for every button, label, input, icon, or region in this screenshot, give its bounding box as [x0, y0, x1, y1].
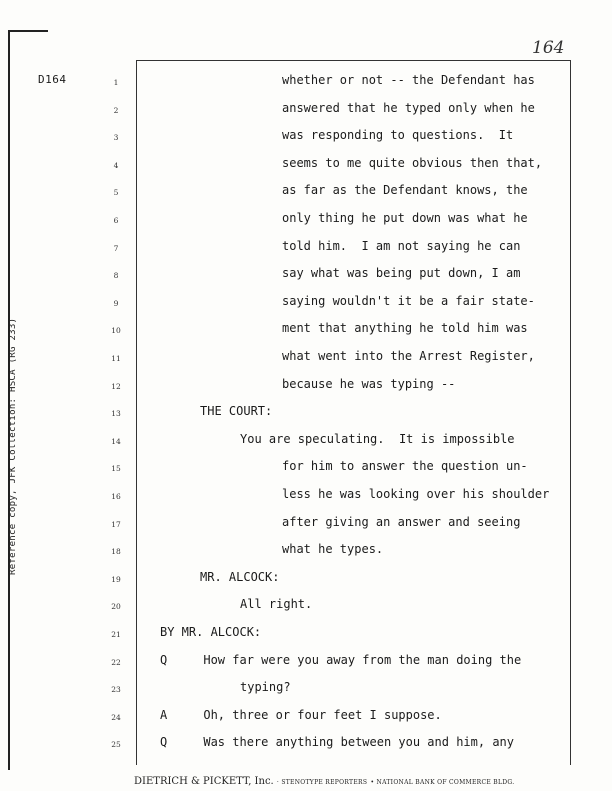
- reporter-footer: DIETRICH & PICKETT, Inc. · STENOTYPE REPORTERS • NATIONAL BANK OF COMMERCE BLDG.: [134, 776, 515, 787]
- transcript-line: [0, 266, 612, 286]
- transcript-line: [0, 680, 612, 700]
- line-number: 11: [111, 354, 121, 363]
- line-number: 20: [111, 602, 121, 612]
- line-text: BY MR. ALCOCK:: [160, 625, 262, 639]
- line-text: as far as the Defendant knows, the: [282, 183, 528, 198]
- line-number: 18: [111, 547, 121, 557]
- line-text: what he types.: [282, 542, 384, 557]
- transcript-line: [0, 73, 612, 93]
- document-id: D164: [38, 73, 67, 86]
- line-text: seems to me quite obvious then that,: [282, 155, 543, 170]
- transcript-line: [0, 570, 612, 590]
- transcript-line: [0, 625, 612, 645]
- transcript-line: [0, 515, 612, 535]
- line-text: typing?: [240, 680, 291, 695]
- transcript-line: [0, 708, 612, 728]
- transcript-line: [0, 349, 612, 369]
- page-corner-line: [8, 30, 48, 32]
- transcript-line: [0, 239, 612, 259]
- transcript-line: [0, 404, 612, 424]
- transcript-line: [0, 735, 612, 755]
- footer-address: NATIONAL BANK OF COMMERCE BLDG.: [376, 779, 515, 786]
- transcript-line: [0, 211, 612, 231]
- line-number: 2: [113, 105, 119, 115]
- line-number: 15: [111, 464, 121, 474]
- line-text: All right.: [240, 597, 313, 612]
- transcript-line: [0, 597, 612, 617]
- line-text: saying wouldn't it be a fair state-: [282, 293, 535, 308]
- transcript-line: [0, 128, 612, 148]
- footer-role: STENOTYPE REPORTERS: [281, 779, 368, 786]
- text-frame-top: [136, 60, 571, 61]
- line-number: 24: [111, 712, 121, 722]
- transcript-line: [0, 459, 612, 479]
- line-text: whether or not -- the Defendant has: [282, 73, 535, 87]
- line-number: 22: [111, 657, 121, 667]
- line-number: 4: [113, 160, 119, 170]
- line-text: what went into the Arrest Register,: [282, 349, 535, 363]
- line-number: 19: [111, 574, 121, 584]
- line-text: told him. I am not saying he can: [282, 238, 521, 253]
- line-text: MR. ALCOCK:: [200, 569, 280, 584]
- line-number: 16: [111, 492, 121, 501]
- line-text: You are speculating. It is impossible: [240, 431, 515, 446]
- line-text: ment that anything he told him was: [282, 321, 528, 336]
- line-number: 13: [111, 409, 121, 419]
- transcript-line: [0, 321, 612, 341]
- line-number: 12: [111, 381, 121, 391]
- line-number: 14: [111, 436, 121, 446]
- line-text: THE COURT:: [200, 404, 273, 419]
- line-text: after giving an answer and seeing: [282, 514, 521, 529]
- transcript-line: [0, 101, 612, 121]
- transcript-line: [0, 487, 612, 507]
- transcript-line: [0, 156, 612, 176]
- transcript-line: [0, 183, 612, 203]
- line-number: 3: [113, 133, 119, 143]
- line-number: 1: [113, 78, 119, 87]
- line-text: Q Was there anything between you and him, any: [160, 735, 515, 750]
- line-number: 7: [113, 243, 119, 253]
- transcript-line: [0, 653, 612, 673]
- line-number: 21: [111, 630, 121, 639]
- line-number: 8: [113, 271, 119, 281]
- line-number: 17: [111, 519, 121, 529]
- line-number: 10: [111, 326, 121, 336]
- line-text: for him to answer the question un-: [282, 459, 528, 474]
- line-text: say what was being put down, I am: [282, 266, 521, 281]
- transcript-line: [0, 542, 612, 562]
- line-number: 5: [113, 188, 119, 198]
- line-text: Q How far were you away from the man doing the: [160, 652, 522, 667]
- handwritten-page-number: 164: [532, 38, 565, 58]
- line-text: answered that he typed only when he: [282, 100, 535, 115]
- transcript-line: [0, 294, 612, 314]
- line-text: less he was looking over his shoulder: [282, 487, 550, 501]
- line-number: 25: [111, 740, 121, 750]
- line-number: 23: [111, 685, 121, 695]
- line-text: only thing he put down was what he: [282, 211, 528, 225]
- transcript-line: [0, 377, 612, 397]
- transcript-line: [0, 432, 612, 452]
- archive-stamp: Reference copy, JFK Collection: HSCA (RG 233): [8, 317, 18, 575]
- line-text: was responding to questions. It: [282, 128, 514, 143]
- line-number: 6: [113, 216, 119, 225]
- line-number: 9: [113, 298, 119, 308]
- line-text: A Oh, three or four feet I suppose.: [160, 707, 442, 722]
- line-text: because he was typing --: [282, 376, 456, 391]
- footer-firm: DIETRICH & PICKETT, Inc.: [134, 776, 274, 787]
